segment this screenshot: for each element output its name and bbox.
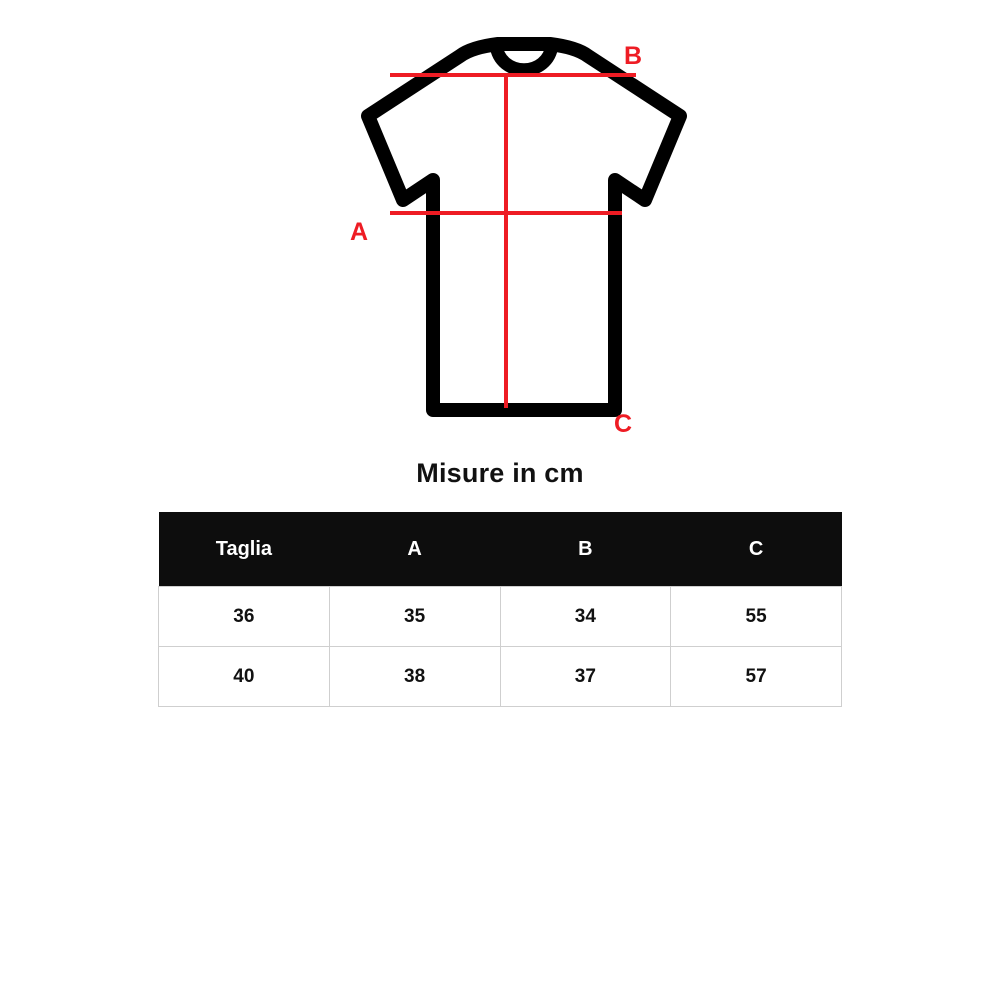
tshirt-outline-icon	[250, 20, 750, 450]
cell-b: 34	[500, 587, 671, 647]
table-row	[159, 647, 842, 707]
tshirt-measurement-diagram	[250, 20, 750, 450]
size-table-body	[159, 587, 842, 707]
measurement-unit-caption: Misure in cm	[416, 458, 584, 488]
cell-c: 55	[671, 587, 842, 647]
column-header-a: A	[329, 512, 500, 587]
cell-size: 40	[159, 647, 330, 707]
size-table-header	[159, 512, 842, 587]
cell-c: 57	[671, 647, 842, 707]
column-header-taglia: Taglia	[159, 512, 330, 587]
column-header-b: B	[500, 512, 671, 587]
table-row	[159, 587, 842, 647]
column-header-c: C	[671, 512, 842, 587]
cell-b: 37	[500, 647, 671, 707]
measure-label-a: A	[350, 218, 369, 246]
cell-a: 35	[329, 587, 500, 647]
cell-size: 36	[159, 587, 330, 647]
measure-label-c: C	[614, 410, 633, 438]
cell-a: 38	[329, 647, 500, 707]
table-header-row	[159, 512, 842, 587]
measure-label-b: B	[624, 42, 643, 70]
size-table	[158, 512, 842, 707]
